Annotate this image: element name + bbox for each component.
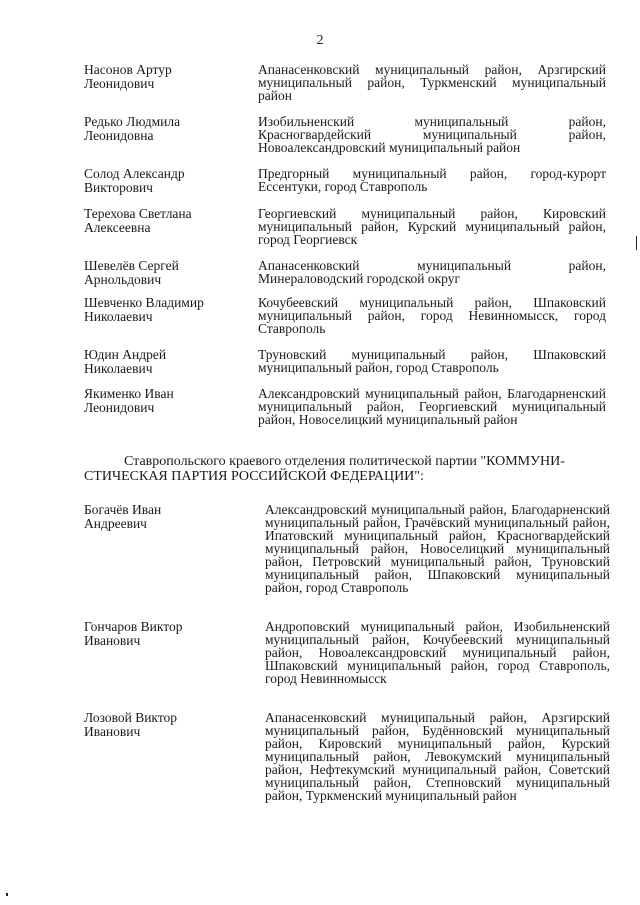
name-line1: Богачёв Иван bbox=[84, 502, 162, 517]
person-name bbox=[84, 259, 254, 287]
person-name bbox=[84, 167, 254, 195]
name-line2: Леонидович bbox=[84, 76, 155, 91]
name-line2: Арнольдович bbox=[84, 272, 162, 287]
districts-text: Андроповский муниципальный район, Изобильненский муниципальный район, Кочубеевский муниципальный район, Новоалександровский муниципальный район, Шпаковский муниципальный район, город Ставрополь, город Невинномысск bbox=[265, 619, 610, 686]
districts-text: Предгорный муниципальный район, город-курорт Ессентуки, город Ставрополь bbox=[258, 166, 606, 194]
name-line1: Редько Людмила bbox=[84, 114, 181, 129]
section-heading-line2: СТИЧЕСКАЯ ПАРТИЯ РОССИЙСКОЙ ФЕДЕРАЦИИ": bbox=[84, 469, 424, 484]
name-line1: Гончаров Виктор bbox=[84, 619, 183, 634]
name-line1: Юдин Андрей bbox=[84, 347, 167, 362]
districts-text: Апанасенковский муниципальный район, Арзгирский муниципальный район, Будённовский муниципальный район, Кировский муниципальный район, Курский муниципальный район, Левокумский муниципальный район, Нефтекумский муниципальный район, Советский муниципальный район, Степновский муниципальный район, Туркменский муниципальный район bbox=[265, 710, 610, 803]
person-name bbox=[84, 296, 254, 324]
name-line2: Николаевич bbox=[84, 309, 153, 324]
scan-dot bbox=[6, 893, 8, 896]
name-line1: Шевелёв Сергей bbox=[84, 258, 179, 273]
name-line2: Алексеевна bbox=[84, 220, 151, 235]
section-heading bbox=[84, 454, 624, 484]
name-line1: Терехова Светлана bbox=[84, 206, 192, 221]
person-name bbox=[84, 207, 254, 235]
name-line1: Якименко Иван bbox=[84, 386, 174, 401]
name-line1: Шевченко Владимир bbox=[84, 295, 204, 310]
name-line2: Леонидовна bbox=[84, 128, 154, 143]
name-line2: Николаевич bbox=[84, 361, 153, 376]
districts-text: Александровский муниципальный район, Благодарненский муниципальный район, Грачёвский муниципальный район, Ипатовский муниципальный район, Красногвардейский муниципальный район, Новоселицкий муниципальный район, Петровский муниципальный район, Труновский муниципальный район, Шпаковский муниципальный район, город Ставрополь bbox=[265, 502, 610, 595]
districts-text: Труновский муниципальный район, Шпаковский муниципальный район, город Ставрополь bbox=[258, 347, 606, 375]
name-line2: Леонидович bbox=[84, 400, 155, 415]
districts-text: Изобильненский муниципальный район, Красногвардейский муниципальный район, Новоалександровский муниципальный район bbox=[258, 114, 606, 155]
person-name bbox=[84, 348, 254, 376]
name-line2: Викторович bbox=[84, 180, 153, 195]
districts-text: Кочубеевский муниципальный район, Шпаковский муниципальный район, город Невинномысск, город Ставрополь bbox=[258, 295, 606, 336]
districts-text: Александровский муниципальный район, Благодарненский муниципальный район, Георгиевский муниципальный район, Новоселицкий муниципальный район bbox=[258, 386, 606, 427]
person-name bbox=[84, 63, 254, 91]
name-line2: Андреевич bbox=[84, 516, 147, 531]
person-name bbox=[84, 711, 254, 739]
districts-text: Георгиевский муниципальный район, Кировский муниципальный район, Курский муниципальный район, город Георгиевск bbox=[258, 206, 606, 247]
districts-text: Апанасенковский муниципальный район, Арзгирский муниципальный район, Туркменский муниципальный район bbox=[258, 62, 606, 103]
person-name bbox=[84, 503, 254, 531]
person-name bbox=[84, 115, 254, 143]
name-line2: Иванович bbox=[84, 724, 141, 739]
section-heading-line1: Ставропольского краевого отделения политической партии "КОММУНИ- bbox=[124, 454, 565, 469]
page-number: 2 bbox=[316, 33, 324, 48]
districts-text: Апанасенковский муниципальный район, Минераловодский городской округ bbox=[258, 258, 606, 286]
name-line1: Лозовой Виктор bbox=[84, 710, 178, 725]
person-name bbox=[84, 387, 254, 415]
person-name bbox=[84, 620, 254, 648]
name-line1: Солод Александр bbox=[84, 166, 185, 181]
scan-mark bbox=[636, 236, 637, 250]
name-line2: Иванович bbox=[84, 633, 141, 648]
name-line1: Насонов Артур bbox=[84, 62, 172, 77]
